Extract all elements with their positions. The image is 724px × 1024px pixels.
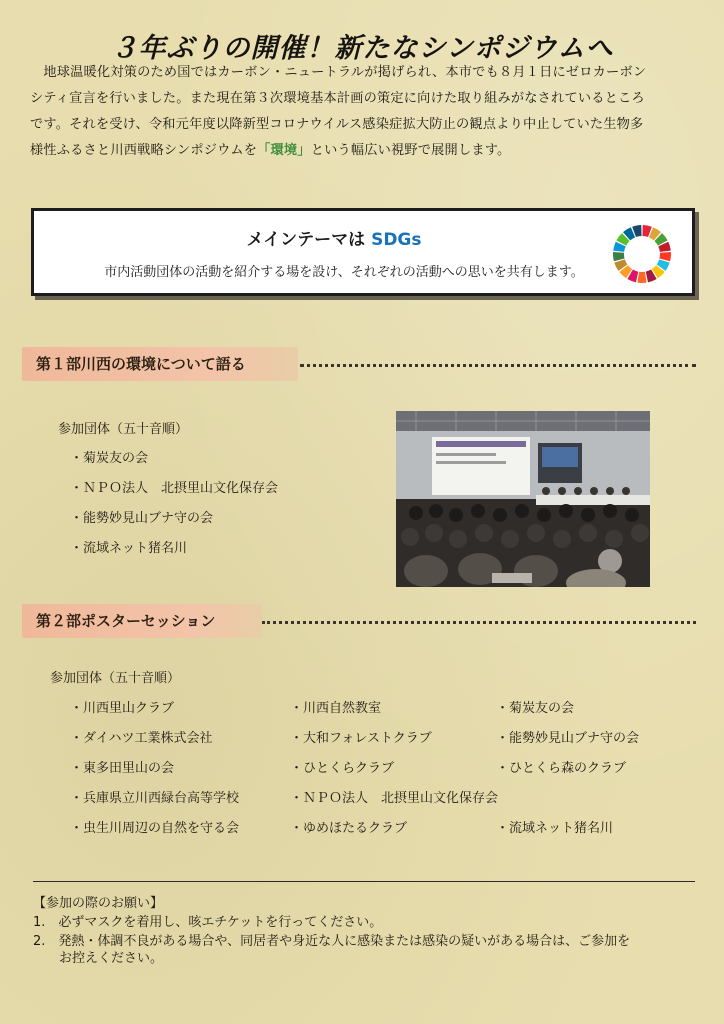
intro-text-end: という幅広い視野で展開します。 [310,143,511,158]
part2-item: ・大和フォレストクラブ [290,731,432,746]
notice-item: 2. 発熱・体調不良がある場合や、同居者や身近な人に感染または感染の疑いがある場合は、ご参加を お控えください。 [33,934,631,966]
theme-description: 市内活動団体の活動を紹介する場を設け、それぞれの活動への思いを共有します。 [104,265,584,280]
theme-title [34,225,634,250]
part1-group-heading: 参加団体（五十音順） [58,422,189,437]
sdgs-label: SDGs [371,230,422,250]
part1-item: ・菊炭友の会 [70,451,149,466]
main-theme-box [31,208,695,296]
sdg-wheel-segment [637,272,646,283]
part1-item: ・流域ネット猪名川 [70,541,188,556]
sdg-wheel-segment [613,252,625,261]
part1-item: ・ＮＰＯ法人 北摂里山文化保存会 [70,481,279,496]
part2-item: ・ひとくらクラブ [290,761,395,776]
part2-item: ・ダイハツ工業株式会社 [70,731,213,746]
part2-item: ・ひとくら森のクラブ [496,761,627,776]
notice-title: 【参加の際のお願い】 [33,896,164,911]
part1-heading: 第１部川西の環境について語る [22,347,298,381]
intro-text: 地球温暖化対策のため国ではカーボン・ニュートラルが掲げられ、本市でも８月１日にゼロカーボン シティ宣言を行いました。また現在第３次環境基本計画の策定に向けた取り組みがなされているところ です。それを受け、令和元年度以降新型コロナウイルス感染症拡大防止の観点より中止していた生物多 様性ふるさと川西戦略シンポジウムを [30,65,647,158]
theme-title-prefix: メインテーマは [246,230,366,250]
part2-item: ・菊炭友の会 [496,701,575,716]
part2-item: ・虫生川周辺の自然を守る会 [70,821,240,836]
part2-item: ・ＮＰＯ法人 北摂里山文化保存会 [290,791,499,806]
audience-photo-image [396,411,650,587]
part2-group-heading: 参加団体（五十音順） [50,671,181,686]
intro-highlight: 「環境」 [257,143,311,158]
part2-item: ・流域ネット猪名川 [496,821,614,836]
part2-heading: 第２部ポスターセッション [22,604,262,638]
notice-divider [33,881,695,882]
part2-item: ・東多田里山の会 [70,761,175,776]
part2-item: ・能勢妙見山ブナ守の会 [496,731,640,746]
sdg-wheel-icon [612,224,672,284]
notice-item: 1. 必ずマスクを着用し、咳エチケットを行ってください。 [33,915,383,930]
part2-item: ・川西自然教室 [290,701,382,716]
part2-item: ・兵庫県立川西緑台高等学校 [70,791,240,806]
part2-item: ・ゆめほたるクラブ [290,821,408,836]
page-title: ３年ぶりの開催！新たなシンポジウムへ [110,33,614,64]
symposium-photo [396,411,650,587]
part1-divider [300,364,696,369]
intro-paragraph [30,60,698,164]
part2-item: ・川西里山クラブ [70,701,175,716]
sdg-wheel-segment [659,252,671,261]
part2-divider [262,621,696,626]
part1-item: ・能勢妙見山ブナ守の会 [70,511,214,526]
